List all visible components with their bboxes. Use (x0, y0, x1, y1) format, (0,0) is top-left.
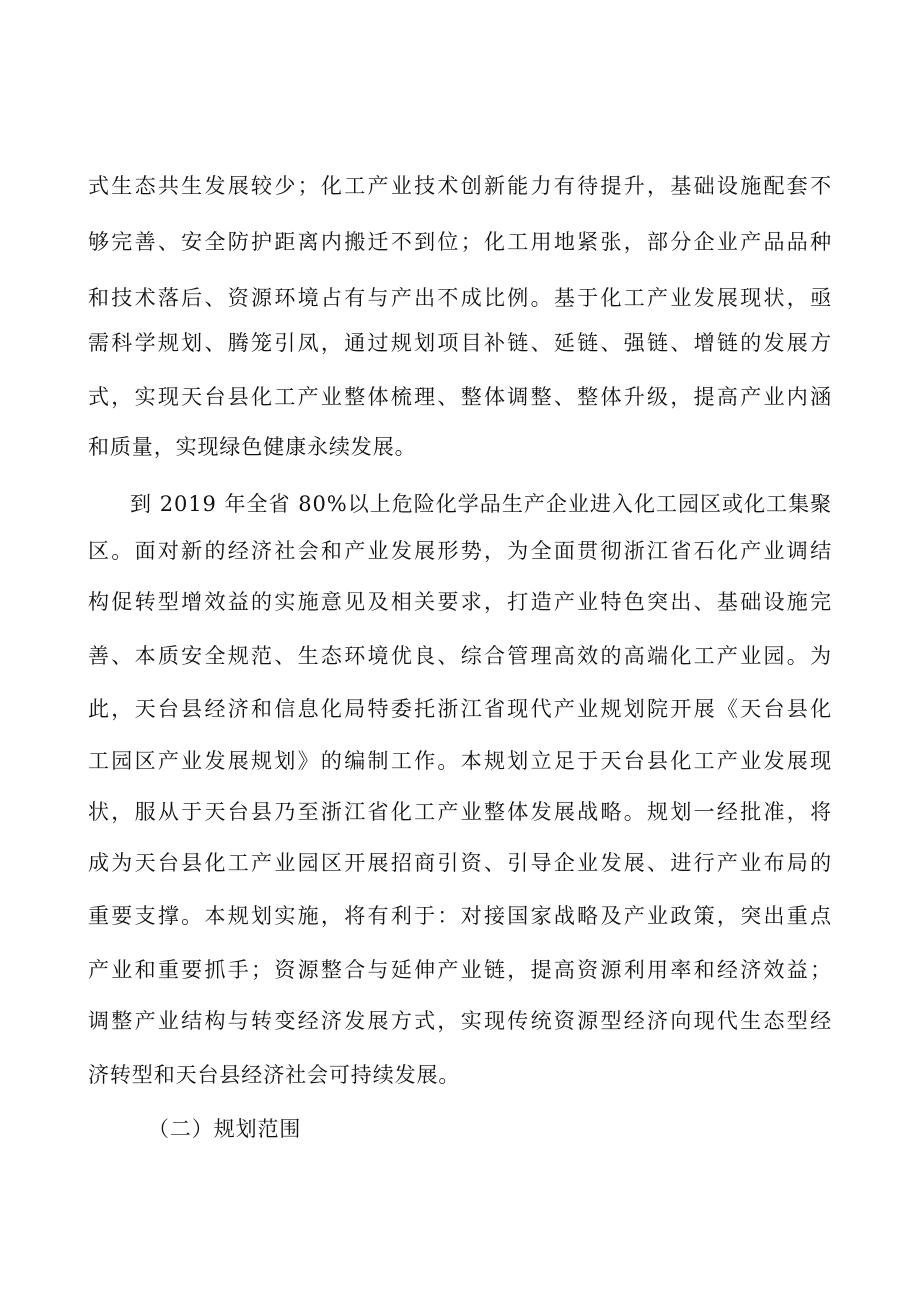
paragraph-line: 和质量，实现绿色健康永续发展。 (88, 435, 417, 459)
paragraph-line: 调整产业结构与转变经济发展方式，实现传统资源型经济向现代生态型经 (88, 1009, 832, 1033)
paragraph-line: 式，实现天台县化工产业整体梳理、整体调整、整体升级，提高产业内涵 (88, 385, 832, 409)
paragraph-line: 够完善、安全防护距离内搬迁不到位；化工用地紧张，部分企业产品品种 (88, 230, 832, 254)
paragraph-line: 到 2019 年全省 80%以上危险化学品生产企业进入化工园区或化工集聚 (130, 492, 832, 516)
paragraph-line: 构促转型增效益的实施意见及相关要求，打造产业特色突出、基础设施完 (88, 590, 832, 614)
paragraph-line: 状，服从于天台县乃至浙江省化工产业整体发展战略。规划一经批准，将 (88, 800, 832, 824)
paragraph-line: 式生态共生发展较少；化工产业技术创新能力有待提升，基础设施配套不 (88, 174, 832, 198)
paragraph-line: 成为天台县化工产业园区开展招商引资、引导企业发展、进行产业布局的 (88, 851, 832, 875)
paragraph-line: 重要支撑。本规划实施，将有利于：对接国家战略及产业政策，突出重点 (88, 904, 832, 928)
paragraph-line: 需科学规划、腾笼引凤，通过规划项目补链、延链、强链、增链的发展方 (88, 331, 832, 355)
paragraph-line: 此，天台县经济和信息化局特委托浙江省现代产业规划院开展《天台县化 (88, 697, 832, 721)
paragraph-line: 善、本质安全规范、生态环境优良、综合管理高效的高端化工产业园。为 (88, 644, 832, 668)
paragraph-line: 济转型和天台县经济社会可持续发展。 (88, 1063, 461, 1087)
paragraph-line: 工园区产业发展规划》的编制工作。本规划立足于天台县化工产业发展现 (88, 749, 832, 773)
section-heading: （二）规划范围 (148, 1117, 302, 1141)
paragraph-line: 产业和重要抓手；资源整合与延伸产业链，提高资源利用率和经济效益； (88, 958, 832, 982)
paragraph-line: 区。面对新的经济社会和产业发展形势，为全面贯彻浙江省石化产业调结 (88, 539, 832, 563)
paragraph-line: 和技术落后、资源环境占有与产出不成比例。基于化工产业发展现状，亟 (88, 286, 832, 310)
